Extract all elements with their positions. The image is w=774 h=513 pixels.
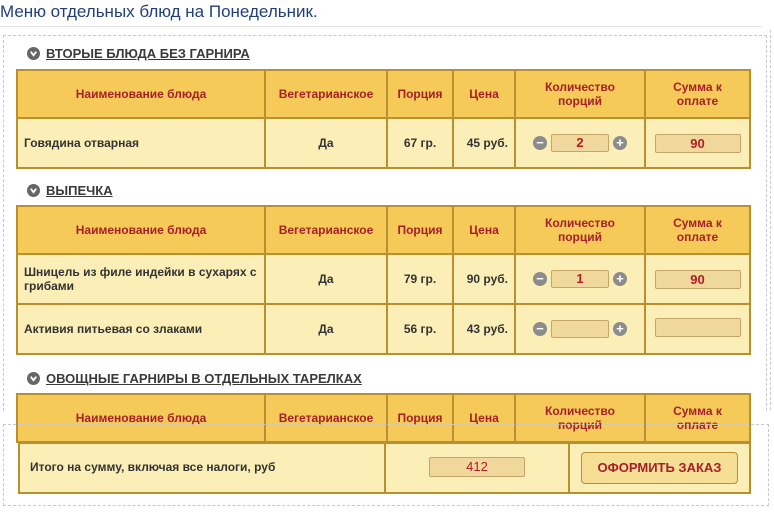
table-header-row: [17, 206, 750, 254]
page-title: Меню отдельных блюд на Понедельник.: [0, 2, 318, 21]
dish-table-second-courses: [16, 69, 751, 169]
decrease-quantity-button[interactable]: −: [533, 322, 547, 336]
category-header-second-courses[interactable]: [27, 46, 250, 61]
total-value: 412: [429, 457, 525, 477]
dish-name: Активия питьевая со злаками: [17, 304, 265, 354]
col-header-portion: Порция: [387, 394, 453, 442]
quantity-input[interactable]: 1: [551, 270, 609, 288]
category-title: ОВОЩНЫЕ ГАРНИРЫ В ОТДЕЛЬНЫХ ТАРЕЛКАХ: [46, 371, 362, 386]
category-header-vegetable-garnishes[interactable]: [27, 371, 362, 386]
col-header-vegetarian: Вегетарианское: [265, 206, 387, 254]
col-header-name: Наименование блюда: [17, 206, 265, 254]
category-title: ВТОРЫЕ БЛЮДА БЕЗ ГАРНИРА: [46, 46, 250, 61]
dish-vegetarian: Да: [265, 254, 387, 304]
col-header-quantity: Количество порций: [515, 394, 645, 442]
decrease-quantity-button[interactable]: −: [533, 272, 547, 286]
col-header-sum: Сумма к оплате: [645, 70, 750, 118]
col-header-portion: Порция: [387, 70, 453, 118]
sum-cell: [645, 254, 750, 304]
circle-chevron-down-icon: [27, 372, 40, 385]
quantity-cell: [515, 254, 645, 304]
total-divider: [384, 442, 386, 494]
dish-price: 43 руб.: [453, 304, 515, 354]
dish-price: 90 руб.: [453, 254, 515, 304]
dish-sum: 90: [655, 270, 741, 289]
col-header-vegetarian: Вегетарианское: [265, 70, 387, 118]
total-divider: [568, 442, 570, 494]
dish-portion: 79 гр.: [387, 254, 453, 304]
title-divider: [0, 26, 762, 27]
dish-table-bakery: [16, 205, 751, 355]
sum-cell: [645, 304, 750, 354]
col-header-vegetarian: Вегетарианское: [265, 394, 387, 442]
sum-cell: [645, 118, 750, 168]
col-header-name: Наименование блюда: [17, 394, 265, 442]
dish-name: Шницель из филе индейки в сухарях с грибами: [17, 254, 265, 304]
col-header-price: Цена: [453, 206, 515, 254]
table-row: [17, 304, 750, 354]
table-header-row: [17, 70, 750, 118]
decrease-quantity-button[interactable]: −: [533, 136, 547, 150]
col-header-sum: Сумма к оплате: [645, 206, 750, 254]
quantity-input[interactable]: 2: [551, 134, 609, 152]
circle-chevron-down-icon: [27, 47, 40, 60]
quantity-input[interactable]: [551, 320, 609, 338]
circle-chevron-down-icon: [27, 184, 40, 197]
table-row: [17, 118, 750, 168]
dish-name: Говядина отварная: [17, 118, 265, 168]
col-header-quantity: Количество порций: [515, 70, 645, 118]
dish-vegetarian: Да: [265, 304, 387, 354]
dish-sum: 90: [655, 134, 741, 153]
category-title: ВЫПЕЧКА: [46, 183, 113, 198]
scroll-edge: [770, 30, 772, 410]
increase-quantity-button[interactable]: +: [613, 136, 627, 150]
table-row: [17, 254, 750, 304]
dish-table-vegetable-garnishes-clipped: [16, 393, 749, 432]
increase-quantity-button[interactable]: +: [613, 272, 627, 286]
col-header-price: Цена: [453, 394, 515, 442]
dish-vegetarian: Да: [265, 118, 387, 168]
dish-portion: 67 гр.: [387, 118, 453, 168]
place-order-button[interactable]: ОФОРМИТЬ ЗАКАЗ: [581, 452, 738, 484]
col-header-name: Наименование блюда: [17, 70, 265, 118]
category-header-bakery[interactable]: [27, 183, 113, 198]
dish-price: 45 руб.: [453, 118, 515, 168]
quantity-cell: [515, 118, 645, 168]
quantity-cell: [515, 304, 645, 354]
col-header-price: Цена: [453, 70, 515, 118]
col-header-portion: Порция: [387, 206, 453, 254]
col-header-quantity: Количество порций: [515, 206, 645, 254]
dish-portion: 56 гр.: [387, 304, 453, 354]
dish-sum: [655, 318, 741, 337]
total-label: Итого на сумму, включая все налоги, руб: [30, 460, 276, 474]
increase-quantity-button[interactable]: +: [613, 322, 627, 336]
col-header-sum: Сумма к оплате: [645, 394, 750, 442]
